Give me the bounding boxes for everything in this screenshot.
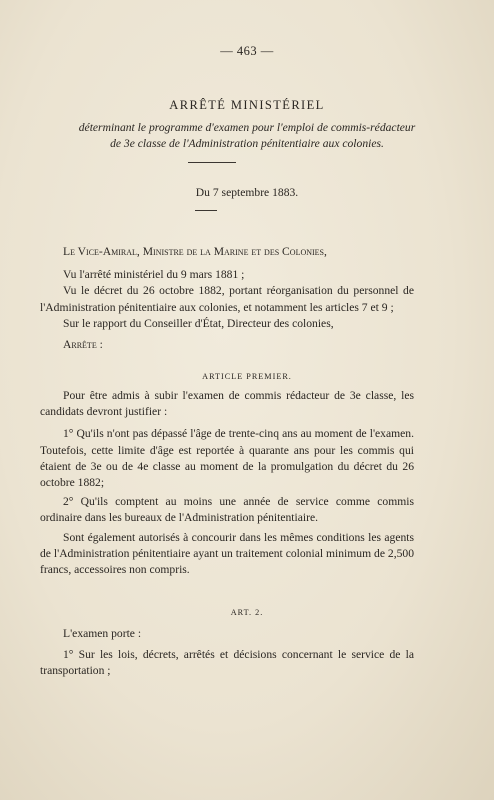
article-2-body — [40, 626, 414, 680]
article-1-body — [40, 388, 414, 578]
article-1-point-2: 2° Qu'ils comptent au moins une année de service comme commis ordinaire dans les bureaux de l'Administration pénitentiaire. — [40, 495, 414, 525]
preamble-author: Le Vice-Amiral, Ministre de la Marine et des Colonies, — [63, 245, 327, 258]
article-1-intro: Pour être admis à subir l'examen de commis rédacteur de 3e classe, les candidats devront justifier : — [40, 389, 414, 419]
article-1-heading: ARTICLE PREMIER. — [202, 372, 292, 381]
divider-rule — [188, 162, 236, 163]
subtitle-line-2: de 3e classe de l'Administration pénitentiaire aux colonies. — [110, 137, 384, 150]
preamble-arrete: Arrête : — [63, 338, 103, 352]
divider-rule-short — [195, 210, 217, 211]
article-2-point-1: 1° Sur les lois, décrets, arrêtés et décisions concernant le service de la transportation ; — [40, 648, 414, 678]
page-number: — 463 — — [220, 44, 274, 58]
preamble-vu-2: Vu le décret du 26 octobre 1882, portant réorganisation du personnel de l'Administration pénitentiaire aux colonies, et notamment les articles 7 et 9 ; — [40, 284, 414, 314]
article-1-also: Sont également autorisés à concourir dans les mêmes conditions les agents de l'Administration pénitentiaire ayant un traitement colonial minimum de 2,500 francs, accessoires non compris. — [40, 530, 414, 577]
preamble-vu-1: Vu l'arrêté ministériel du 9 mars 1881 ; — [63, 268, 245, 282]
article-1-point-1: 1° Qu'ils n'ont pas dépassé l'âge de trente-cinq ans au moment de l'examen. Toutefois, cette limite d'âge est reportée à quarante ans pour les commis qui étaient de 3e ou de 4e classe au moment de la promulgation du décret du 26 octobre 1882; — [40, 427, 414, 490]
preamble — [40, 244, 414, 353]
subtitle-line-1: déterminant le programme d'examen pour l'emploi de commis-rédacteur — [78, 121, 416, 134]
article-2-intro: L'examen porte : — [63, 627, 142, 640]
document-title: ARRÊTÉ MINISTÉRIEL — [169, 98, 325, 112]
date-line: Du 7 septembre 1883. — [195, 186, 299, 199]
preamble-vu-3: Sur le rapport du Conseiller d'État, Directeur des colonies, — [63, 316, 334, 330]
document-subtitle — [60, 120, 434, 152]
article-2-heading: ART. 2. — [230, 608, 264, 617]
